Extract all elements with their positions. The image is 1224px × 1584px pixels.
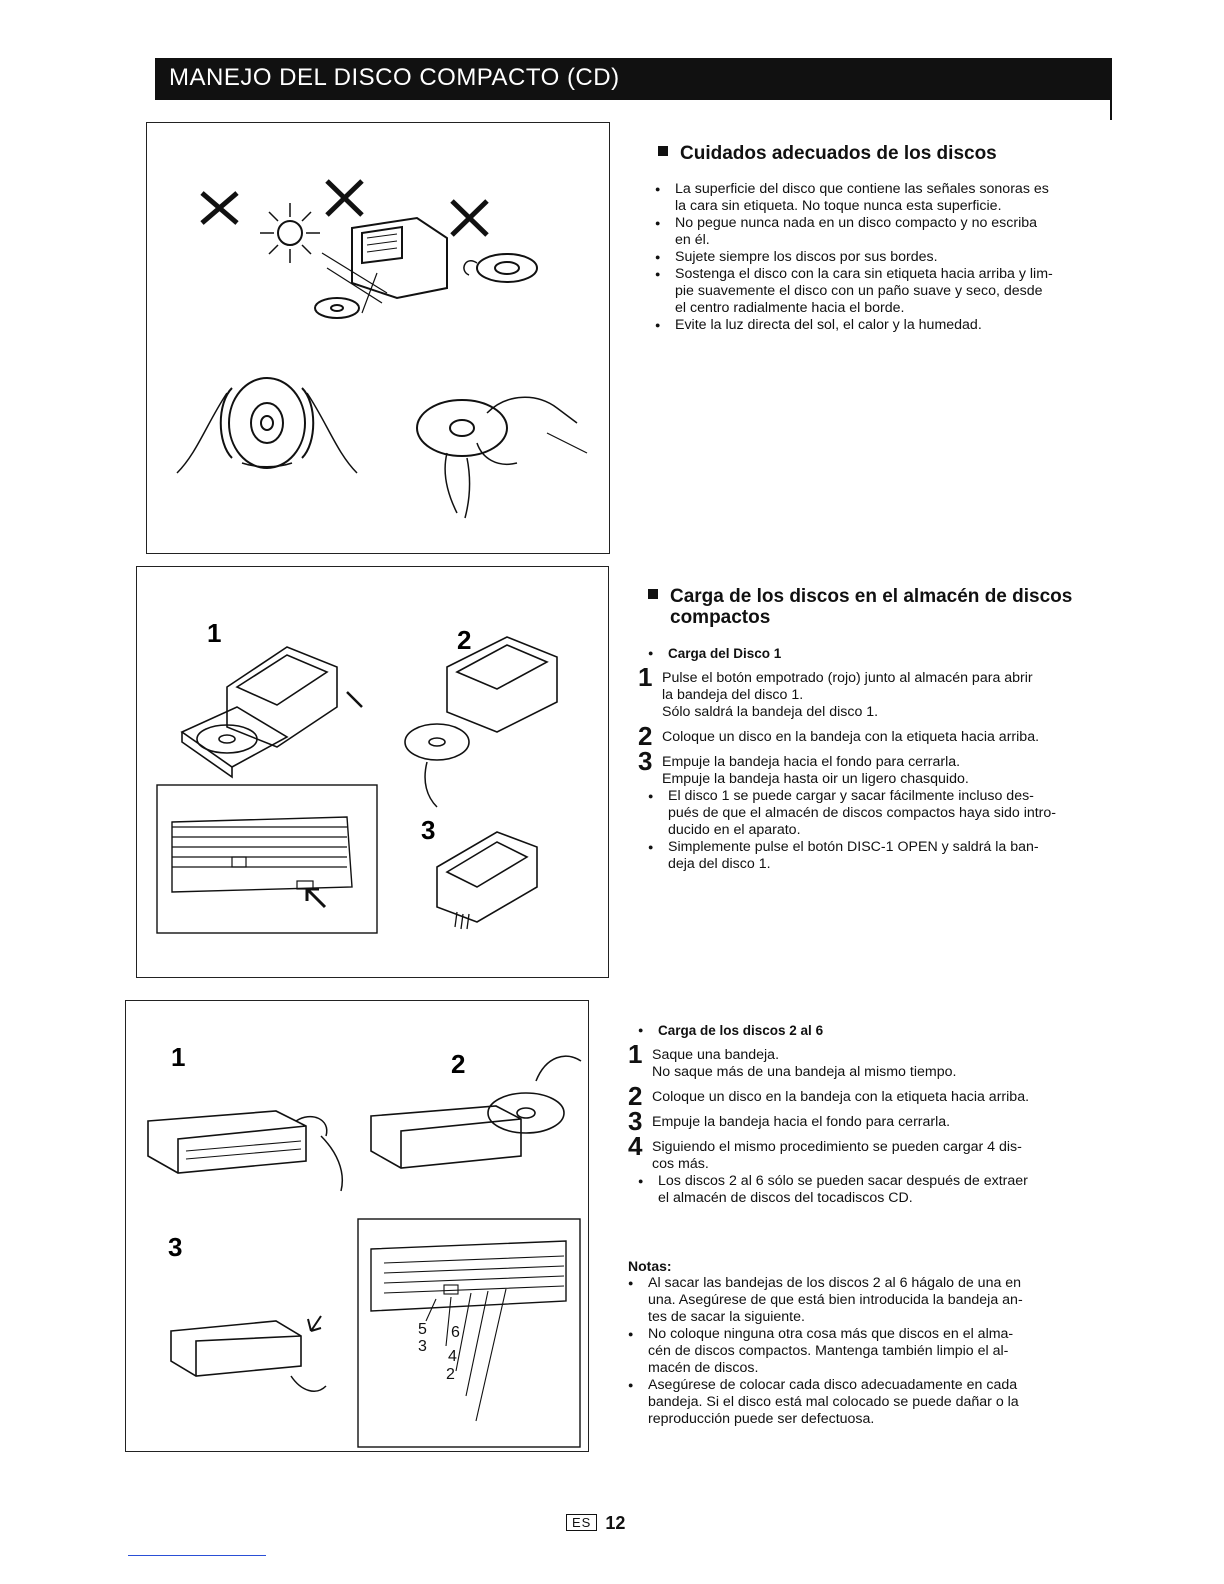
section-title-text: Cuidados adecuados de los discos [680, 143, 997, 164]
note-item: ● No coloque ninguna otra cosa más que discos en el alma- cén de discos compactos. Mantenga también limpio el al- macén de discos. [628, 1326, 1023, 1377]
section-title-text: compactos [670, 607, 771, 628]
step-number: 1 [638, 662, 653, 692]
section-title-loading [648, 586, 1072, 628]
step-item: 2 Coloque un disco en la bandeja con la etiqueta hacia arriba. [628, 1081, 1030, 1111]
step-item: 3 Empuje la bandeja hacia el fondo para cerrarla. [628, 1106, 951, 1136]
figure-step-label: 1 [171, 1042, 186, 1072]
prohibited-x-icon [327, 181, 362, 215]
section-title-disc-care [658, 143, 997, 164]
load-disc1-drawing [137, 567, 608, 977]
list-item: ● El disco 1 se puede cargar y sacar fácilmente incluso des- pués de que el almacén de discos compactos haya sido intro- ducido en el aparato. [648, 788, 1056, 839]
section-title-text: Carga de los discos en el almacén de discos [670, 586, 1073, 607]
step-number: 3 [628, 1106, 643, 1136]
notes-section [628, 1258, 1023, 1428]
figure-step-label: 1 [207, 618, 222, 648]
prohibited-x-icon [452, 201, 487, 235]
disc-care-illustration [146, 122, 610, 554]
load-disc2-6-drawing [126, 1001, 588, 1451]
figure-step-label: 3 [168, 1232, 183, 1262]
language-badge: ES [566, 1514, 597, 1531]
tray-number-label: 3 [418, 1338, 427, 1355]
list-item: ● Evite la luz directa del sol, el calor y la humedad. [655, 317, 1053, 334]
disc-care-list [655, 181, 1053, 334]
tray-number-label: 6 [451, 1324, 460, 1341]
header-divider [1110, 92, 1112, 120]
list-item: ● Sujete siempre los discos por sus bordes. [655, 249, 1053, 266]
tray-number-label: 5 [418, 1321, 427, 1338]
list-item: ● No pegue nunca nada en un disco compacto y no escriba en él. [655, 215, 1053, 249]
step-number: 1 [628, 1039, 643, 1069]
prohibited-x-icon [202, 193, 237, 223]
figure-step-label: 2 [451, 1049, 466, 1079]
disc-care-drawing [147, 123, 609, 553]
page-number: 12 [605, 1513, 626, 1533]
note-item: ● Asegúrese de colocar cada disco adecuadamente en cada bandeja. Si el disco está mal colocado se puede dañar o la reproducción puede ser defectuosa. [628, 1377, 1023, 1428]
notes-title: Notas: [628, 1258, 672, 1274]
step-item: 1 Saque una bandeja. No saque más de una bandeja al mismo tiempo. [628, 1039, 957, 1080]
sub-heading: ● Carga de los discos 2 al 6 [638, 1022, 1029, 1039]
sun-icon [278, 221, 302, 245]
step-number: 4 [628, 1131, 643, 1161]
tray-number-label: 4 [448, 1348, 457, 1365]
step-number: 2 [628, 1081, 643, 1111]
figure-step-label: 3 [421, 815, 436, 845]
list-item: ● Simplemente pulse el botón DISC-1 OPEN y saldrá la ban- deja del disco 1. [648, 839, 1056, 873]
step-item: 4 Siguiendo el mismo procedimiento se pueden cargar 4 dis- cos más. [628, 1131, 1022, 1172]
header-bar [155, 58, 1112, 100]
square-bullet-icon [658, 146, 668, 156]
list-item: ● Sostenga el disco con la cara sin etiqueta hacia arriba y lim- pie suavemente el disco con un paño suave y seco, desde el centro radialmente hacia el borde. [655, 266, 1053, 317]
square-bullet-icon [648, 589, 658, 599]
step-number: 2 [638, 721, 653, 751]
list-item: ● Los discos 2 al 6 sólo se pueden sacar después de extraer el almacén de discos del tocadiscos CD. [638, 1173, 1029, 1207]
step-item: 3 Empuje la bandeja hacia el fondo para cerrarla. Empuje la bandeja hasta oir un ligero chasquido. [638, 746, 969, 787]
tray-number-label: 2 [446, 1366, 455, 1383]
figure-step-label: 2 [457, 625, 472, 655]
load-disc2-6-instructions [628, 1022, 1030, 1207]
load-disc1-instructions [638, 645, 1057, 873]
list-item: ● La superficie del disco que contiene las señales sonoras es la cara sin etiqueta. No toque nunca esta superficie. [655, 181, 1053, 215]
load-disc1-illustration [136, 566, 609, 978]
page-title: MANEJO DEL DISCO COMPACTO (CD) [169, 64, 620, 91]
step-item: 1 Pulse el botón empotrado (rojo) junto al almacén para abrir la bandeja del disco 1. Sólo saldrá la bandeja del disco 1. [638, 662, 1033, 720]
bottom-link-line [128, 1555, 266, 1556]
note-item: ● Al sacar las bandejas de los discos 2 al 6 hágalo de una en una. Asegúrese de que está bien introducida la bandeja an- tes de sacar la siguiente. [628, 1275, 1023, 1326]
step-number: 3 [638, 746, 653, 776]
load-disc2-6-illustration [125, 1000, 589, 1452]
page-footer [566, 1513, 625, 1534]
step-item: 2 Coloque un disco en la bandeja con la etiqueta hacia arriba. [638, 721, 1040, 751]
sub-heading: ● Carga del Disco 1 [648, 645, 1056, 662]
